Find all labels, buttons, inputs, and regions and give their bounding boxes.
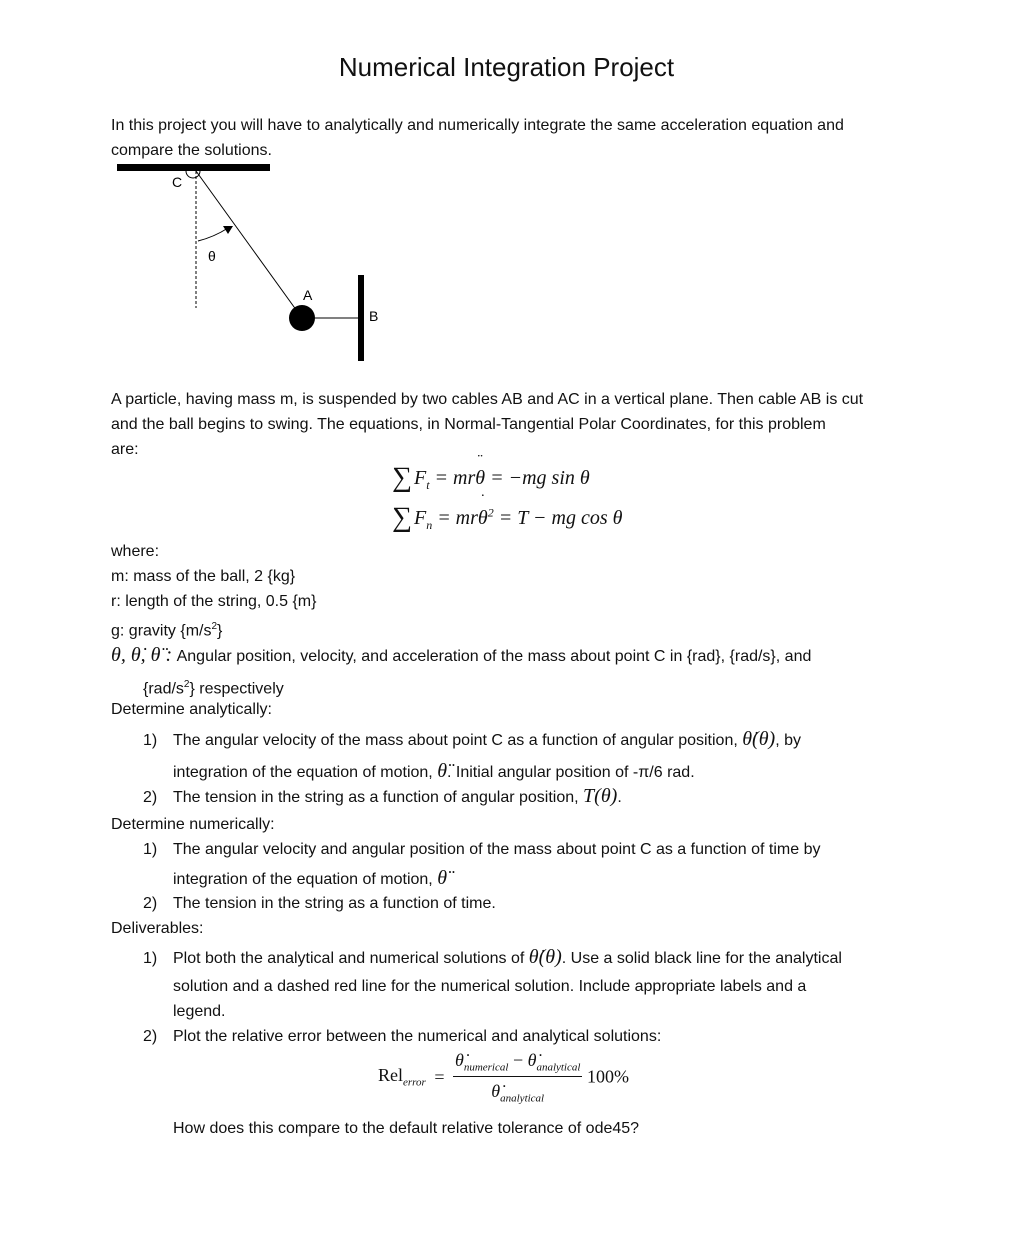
numeric-item-1 [143, 837, 821, 862]
force-symbol: F [413, 467, 427, 489]
item-text: Plot the relative error between the numerical and analytical solutions: [173, 1028, 662, 1045]
theta-double-dot [475, 452, 486, 490]
subscript-t: t [426, 478, 430, 492]
heading-numeric: Determine numerically: [111, 816, 275, 833]
item-number: 2) [143, 789, 158, 806]
double-dot-mark: ¨ [477, 452, 483, 469]
theta-desc-text: {rad/s [143, 680, 184, 698]
theta-dot-func: θ̇(θ) [528, 946, 562, 968]
intro-line-2: compare the solutions. [111, 142, 272, 159]
item-end: . [617, 789, 622, 806]
theta-dot-analytical-denom: θ̇ [491, 1080, 501, 1101]
dot-mark: ˙ [480, 492, 486, 509]
deliverable-item-1-line-2: solution and a dashed red line for the numerical solution. Include appropriate labels and a [173, 978, 807, 995]
intro-paragraph [111, 113, 844, 163]
denominator [453, 1077, 582, 1105]
deliverable-item-2 [143, 1024, 661, 1049]
equation-normal [392, 492, 623, 534]
item-number: 2) [143, 895, 158, 912]
desc-line-3: are: [111, 441, 139, 458]
definitions [111, 539, 316, 643]
def-theta [111, 643, 811, 669]
theta-dot [477, 492, 488, 530]
item-text-by: , by [775, 732, 801, 749]
def-mass: m: mass of the ball, 2 {kg} [111, 568, 296, 585]
numerator [453, 1050, 582, 1077]
closing-question: How does this compare to the default relative tolerance of ode45? [173, 1120, 640, 1137]
description-paragraph [111, 387, 863, 462]
item-text: The angular velocity of the mass about point C as a function of angular position, [173, 732, 738, 749]
pendulum-diagram [100, 160, 400, 380]
item-text: integration of the equation of motion, [173, 764, 433, 781]
item-number: 2) [143, 1028, 158, 1045]
theta-arc [198, 228, 228, 241]
wall-b [358, 275, 364, 361]
label-theta: θ [208, 248, 216, 264]
item-text: integration of the equation of motion, [173, 871, 433, 888]
def-length: r: length of the string, 0.5 {m} [111, 593, 317, 610]
where-label: where: [111, 543, 160, 560]
cable-ac [196, 171, 302, 318]
item-text-end: . Use a solid black line for the analytical [561, 950, 842, 967]
analytic-item-1 [143, 727, 801, 753]
theta-double-dot-symbol: θ̈ [437, 867, 448, 889]
desc-line-1: A particle, having mass m, is suspended by two cables AB and AC in a vertical plane. Then cable AB is cut [111, 391, 864, 408]
fraction [453, 1050, 582, 1104]
def-gravity-end: } [217, 622, 223, 640]
def-gravity [111, 614, 316, 643]
minus-sign: − [512, 1050, 524, 1070]
label-b: B [369, 308, 379, 324]
rel-label [378, 1065, 426, 1089]
theta-desc-line-1: Angular position, velocity, and acceleration of the mass about point C in {rad}, {rad/s}, and [176, 648, 812, 665]
sigma-symbol: ∑ [392, 502, 412, 533]
ceiling-support [117, 164, 270, 171]
theta-double-dot-symbol: θ̈ [437, 760, 448, 782]
theta-dot-numerical: θ̇ [454, 1050, 464, 1070]
item-text: Plot both the analytical and numerical solutions of [173, 950, 525, 967]
theta-desc-end: } respectively [189, 680, 284, 698]
percent-factor: 100% [586, 1066, 629, 1087]
numeric-item-2 [143, 891, 496, 916]
equation-tangential [392, 452, 590, 494]
analytic-item-1-line-2 [173, 759, 695, 785]
item-number: 1) [143, 950, 158, 967]
analytic-item-2 [143, 784, 622, 810]
def-gravity-sup: 2 [211, 621, 218, 632]
label-c: C [172, 174, 183, 190]
rel-text: Rel [378, 1065, 403, 1086]
intro-line-1: In this project you will have to analytically and numerically integrate the same acceleration equation and [111, 117, 844, 134]
tension-func: T(θ) [583, 785, 618, 807]
theta-desc-sup: 2 [183, 679, 190, 690]
eq2-rhs: = T − mg cos θ [498, 507, 623, 529]
deliverable-item-1 [143, 945, 842, 971]
theta-symbols: θ, θ̇, θ̈ : [111, 644, 173, 666]
heading-analytic: Determine analytically: [111, 701, 272, 718]
mr-term: = mr [437, 507, 478, 529]
relative-error-formula [378, 1050, 629, 1104]
sub-numerical: numerical [463, 1061, 509, 1074]
deliverable-item-1-line-3: legend. [173, 1003, 226, 1020]
pivot-c [186, 171, 200, 178]
item-number: 1) [143, 841, 158, 858]
heading-deliverables: Deliverables: [111, 920, 204, 937]
item-text: The tension in the string as a function of time. [173, 895, 496, 912]
item-number: 1) [143, 732, 158, 749]
sub-analytical: analytical [536, 1061, 581, 1074]
theta-symbol: θ [477, 507, 488, 529]
numeric-item-1-line-2 [173, 866, 447, 892]
item-text-end: . Initial angular position of -π/6 rad. [447, 764, 695, 781]
sub-analytical-denom: analytical [500, 1092, 545, 1105]
subscript-n: n [426, 518, 433, 532]
eq1-rhs: = −mg sin θ [490, 467, 590, 489]
theta-dot-func: θ̇(θ) [742, 728, 776, 750]
desc-line-2: and the ball begins to swing. The equations, in Normal-Tangential Polar Coordinates, for this problem [111, 416, 826, 433]
page-title: Numerical Integration Project [338, 52, 675, 82]
item-text: The angular velocity and angular position of the mass about point C as a function of time by [173, 841, 821, 858]
mr-term: = mr [434, 467, 476, 489]
theta-symbol: θ [475, 467, 486, 489]
theta-dot-analytical: θ̇ [527, 1050, 537, 1070]
def-gravity-text: g: gravity {m/s [111, 622, 212, 640]
sigma-symbol: ∑ [392, 462, 412, 493]
label-a: A [303, 287, 313, 303]
force-symbol: F [413, 507, 427, 529]
rel-subscript: error [403, 1076, 426, 1089]
equals-sign: = [434, 1066, 445, 1087]
item-text: The tension in the string as a function of angular position, [173, 789, 579, 806]
squared: 2 [487, 505, 494, 520]
